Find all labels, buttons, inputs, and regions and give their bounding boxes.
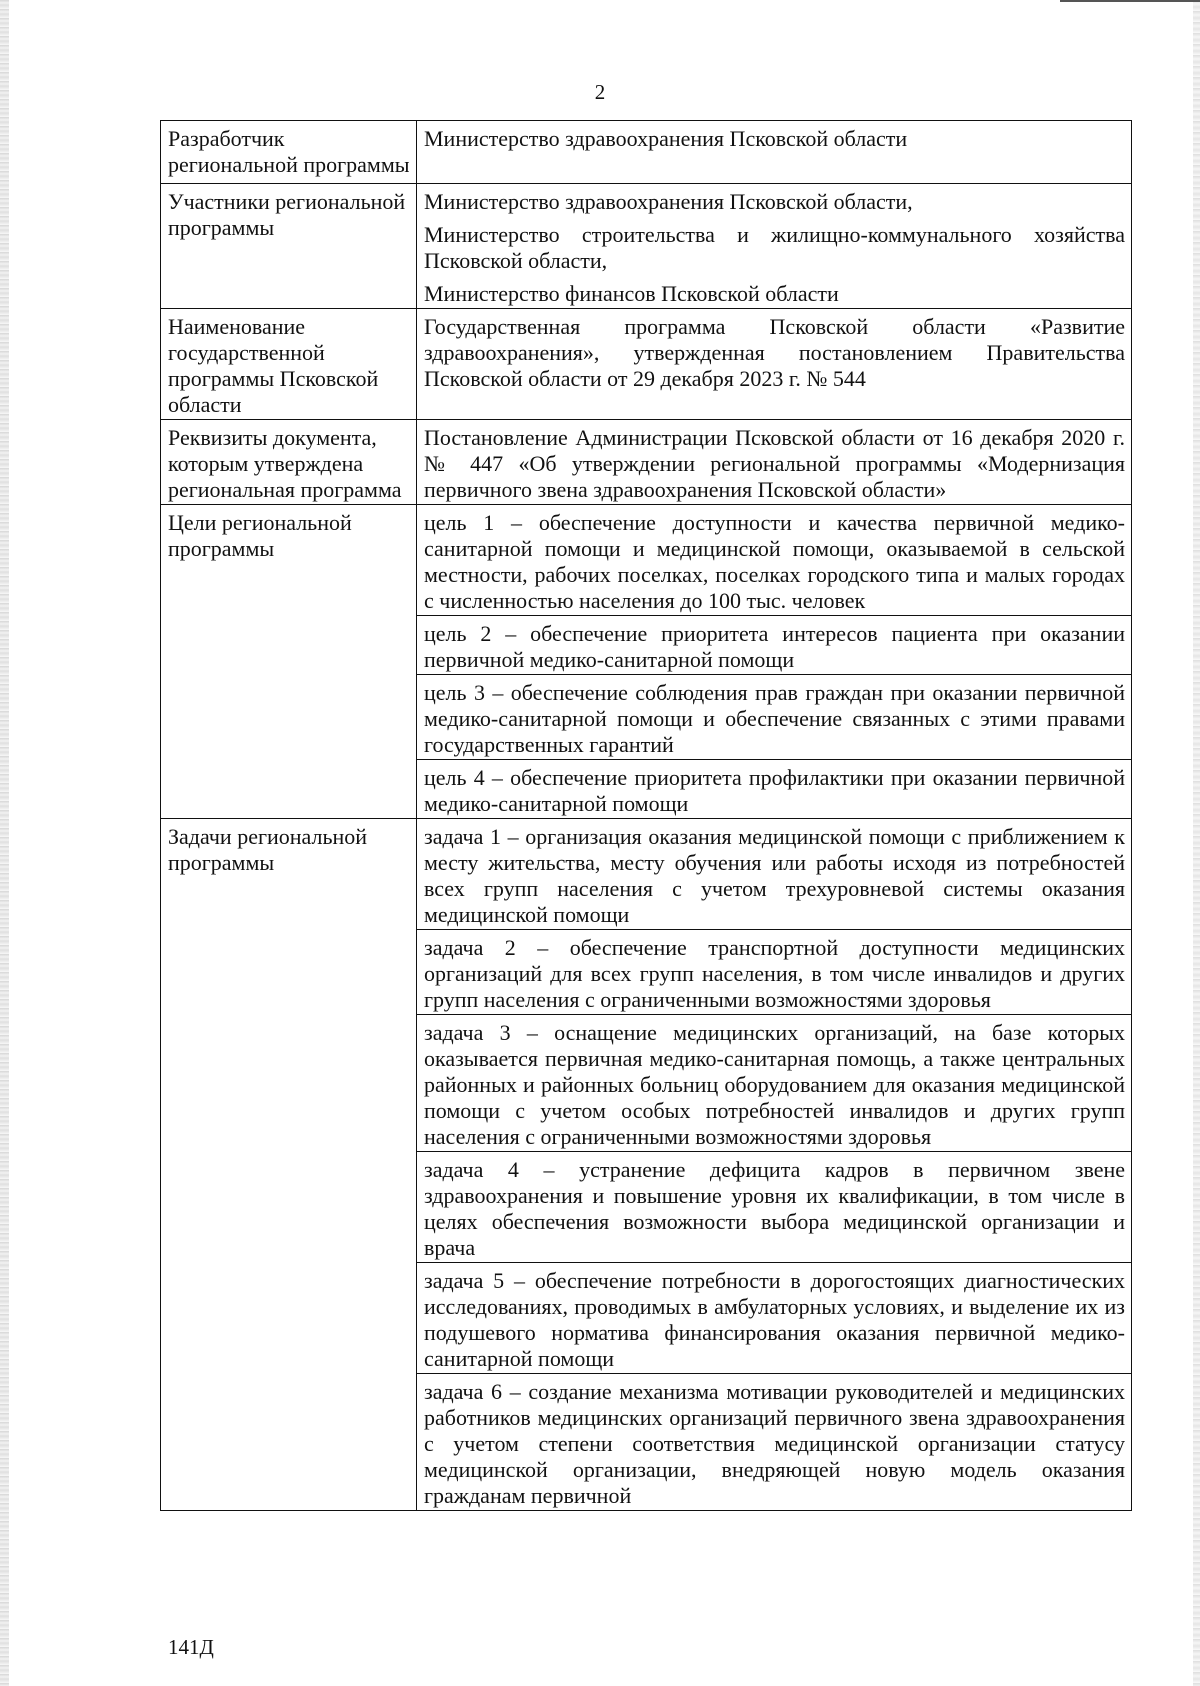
tasks-label: Задачи региональной программы (161, 819, 417, 1511)
value-line: Постановление Администрации Псковской области от 16 декабря 2020 г. № 447 «Об утверждении региональной программы «Модернизация первичного звена здравоохранения Псковской области» (424, 425, 1125, 502)
task-item: задача 2 – обеспечение транспортной доступности медицинских организаций для всех групп населения, в том числе инвалидов и других групп населения с ограниченными возможностями здоровья (417, 930, 1132, 1015)
row-label: Реквизиты документа, которым утверждена региональная программа (161, 420, 417, 505)
task-item: задача 6 – создание механизма мотивации руководителей и медицинских работников медицинских организаций первичного звена здравоохранения с учетом степени соответствия медицинской организации статусу медицинской организации, внедряющей новую модель оказания гражданам первичной (417, 1374, 1132, 1511)
program-passport-table (160, 120, 1132, 1511)
scan-top-right-mark (1060, 0, 1200, 2)
row-state-program-name (161, 309, 1132, 420)
task-item: задача 4 – устранение дефицита кадров в первичном звене здравоохранения и повышение уровня их квалификации, в том числе в целях обеспечения возможности выбора медицинской организации и врача (417, 1152, 1132, 1263)
row-developer (161, 121, 1132, 184)
row-label: Участники региональной программы (161, 184, 417, 309)
row-value (417, 121, 1132, 184)
task-item: задача 1 – организация оказания медицинской помощи с приближением к месту жительства, месту обучения или работы исходя из потребностей всех групп населения с учетом трехуровневой системы оказания медицинской помощи (417, 819, 1132, 930)
value-line: Министерство здравоохранения Псковской области, (424, 189, 913, 214)
goal-item: цель 1 – обеспечение доступности и качества первичной медико-санитарной помощи и медицинской помощи, оказываемой в сельской местности, рабочих поселках, поселках городского типа и малых городах с численностью населения до 100 тыс. человек (417, 505, 1132, 616)
goal-item: цель 3 – обеспечение соблюдения прав граждан при оказании первичной медико-санитарной помощи и обеспечение связанных с этими правами государственных гарантий (417, 675, 1132, 760)
row-value (417, 309, 1132, 420)
task-row (161, 819, 1132, 930)
row-label: Разработчик региональной программы (161, 121, 417, 184)
footer-document-code: 141Д (168, 1635, 214, 1659)
task-item: задача 5 – обеспечение потребности в дорогостоящих диагностических исследованиях, проводимых в амбулаторных условиях, и выделение их из подушевого норматива финансирования оказания первичной медико-санитарной помощи (417, 1263, 1132, 1374)
value-line: Министерство финансов Псковской области (424, 281, 839, 306)
goal-item: цель 4 – обеспечение приоритета профилактики при оказании первичной медико-санитарной помощи (417, 760, 1132, 819)
scan-edge-left (0, 0, 9, 1686)
goal-row (161, 505, 1132, 616)
value-line: Государственная программа Псковской области «Развитие здравоохранения», утвержденная постановлением Правительства Псковской области от 29 декабря 2023 г. № 544 (424, 314, 1125, 391)
row-value (417, 184, 1132, 309)
row-approving-document (161, 420, 1132, 505)
row-label: Наименование государственной программы Псковской области (161, 309, 417, 420)
task-item: задача 3 – оснащение медицинских организаций, на базе которых оказывается первичная медико-санитарная помощь, а также центральных районных и районных больниц оборудованием для оказания медицинской помощи с учетом особых потребностей инвалидов и других групп населения с ограниченными возможностями здоровья (417, 1015, 1132, 1152)
row-participants (161, 184, 1132, 309)
value-line: Министерство строительства и жилищно-коммунального хозяйства Псковской области, (424, 222, 1125, 273)
goals-label: Цели региональной программы (161, 505, 417, 819)
row-value (417, 420, 1132, 505)
page-number: 2 (594, 80, 606, 104)
goal-item: цель 2 – обеспечение приоритета интересов пациента при оказании первичной медико-санитарной помощи (417, 616, 1132, 675)
scan-edge-right (1193, 0, 1200, 1686)
value-line: Министерство здравоохранения Псковской области (424, 126, 908, 151)
